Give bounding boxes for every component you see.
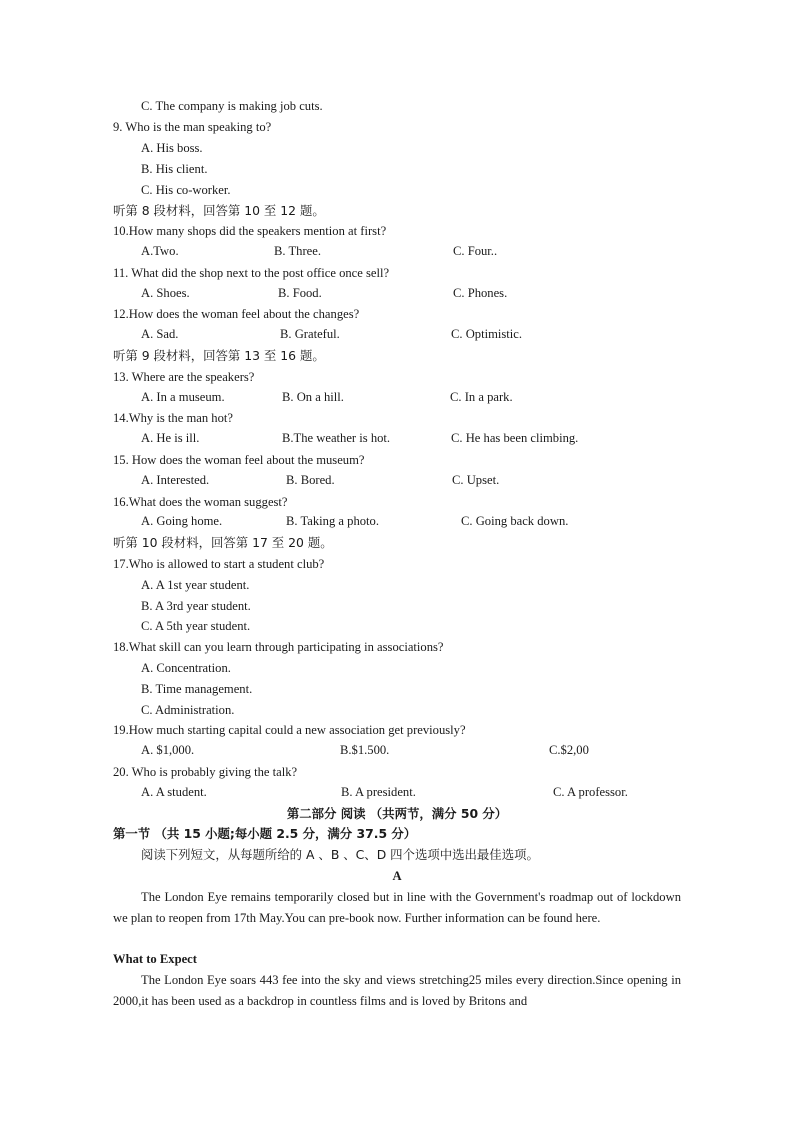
section-10-instruction: 听第 10 段材料，回答第 17 至 20 题。 bbox=[113, 535, 333, 550]
passage-subheading: What to Expect bbox=[113, 952, 197, 966]
q20-option-c: C. A professor. bbox=[553, 785, 628, 799]
question-12-stem: 12.How does the woman feel about the changes? bbox=[113, 307, 360, 321]
q14-option-a: A. He is ill. bbox=[141, 431, 200, 445]
question-16-stem: 16.What does the woman suggest? bbox=[113, 495, 288, 509]
question-15-stem: 15. How does the woman feel about the museum? bbox=[113, 453, 365, 467]
q11-option-b: B. Food. bbox=[278, 286, 322, 300]
q14-option-c: C. He has been climbing. bbox=[451, 431, 579, 445]
question-18-stem: 18.What skill can you learn through participating in associations? bbox=[113, 640, 444, 654]
q11-option-a: A. Shoes. bbox=[141, 286, 190, 300]
q14-option-b: B.The weather is hot. bbox=[282, 431, 391, 445]
q18-option-b: B. Time management. bbox=[141, 682, 253, 696]
q19-option-a: A. $1,000. bbox=[141, 743, 195, 757]
q13-option-c: C. In a park. bbox=[450, 390, 513, 404]
question-14-stem: 14.Why is the man hot? bbox=[113, 411, 233, 425]
question-13-stem: 13. Where are the speakers? bbox=[113, 370, 255, 384]
question-9-stem: 9. Who is the man speaking to? bbox=[113, 120, 272, 134]
q9-option-c: C. His co-worker. bbox=[141, 183, 231, 197]
q20-option-b: B. A president. bbox=[341, 785, 416, 799]
q17-option-c: C. A 5th year student. bbox=[141, 619, 251, 633]
section-8-instruction: 听第 8 段材料，回答第 10 至 12 题。 bbox=[113, 203, 325, 218]
q8-option-c: C. The company is making job cuts. bbox=[141, 99, 323, 113]
q17-option-b: B. A 3rd year student. bbox=[141, 599, 251, 613]
q11-option-c: C. Phones. bbox=[453, 286, 508, 300]
question-10-stem: 10.How many shops did the speakers mention at first? bbox=[113, 224, 387, 238]
q18-option-a: A. Concentration. bbox=[141, 661, 231, 675]
section-1-title: 第一节 （共 15 小题;每小题 2.5 分，满分 37.5 分） bbox=[113, 826, 417, 841]
q16-option-b: B. Taking a photo. bbox=[286, 514, 379, 528]
q16-option-a: A. Going home. bbox=[141, 514, 223, 528]
q10-option-a: A.Two. bbox=[141, 244, 179, 258]
q19-option-c: C.$2,00 bbox=[549, 743, 589, 757]
reading-instructions: 阅读下列短文，从每题所给的 A 、B 、C、D 四个选项中选出最佳选项。 bbox=[141, 847, 539, 862]
question-19-stem: 19.How much starting capital could a new association get previously? bbox=[113, 723, 466, 737]
passage-label: A bbox=[392, 869, 402, 883]
q17-option-a: A. A 1st year student. bbox=[141, 578, 250, 592]
q19-option-b: B.$1.500. bbox=[340, 743, 390, 757]
q15-option-a: A. Interested. bbox=[141, 473, 210, 487]
question-11-stem: 11. What did the shop next to the post office once sell? bbox=[113, 266, 390, 280]
q12-option-b: B. Grateful. bbox=[280, 327, 340, 341]
question-20-stem: 20. Who is probably giving the talk? bbox=[113, 765, 298, 779]
q10-option-b: B. Three. bbox=[274, 244, 321, 258]
q15-option-b: B. Bored. bbox=[286, 473, 335, 487]
q10-option-c: C. Four.. bbox=[453, 244, 498, 258]
q12-option-c: C. Optimistic. bbox=[451, 327, 523, 341]
passage-paragraph-2: The London Eye soars 443 fee into the sky and views stretching25 miles every direction.Since opening in 2000,it has been used as a backdrop in countless films and is loved by Britons and bbox=[113, 973, 681, 1008]
q12-option-a: A. Sad. bbox=[141, 327, 179, 341]
q13-option-b: B. On a hill. bbox=[282, 390, 344, 404]
q16-option-c: C. Going back down. bbox=[461, 514, 569, 528]
q9-option-b: B. His client. bbox=[141, 162, 208, 176]
q15-option-c: C. Upset. bbox=[452, 473, 500, 487]
q9-option-a: A. His boss. bbox=[141, 141, 203, 155]
q20-option-a: A. A student. bbox=[141, 785, 207, 799]
q13-option-a: A. In a museum. bbox=[141, 390, 225, 404]
section-9-instruction: 听第 9 段材料，回答第 13 至 16 题。 bbox=[113, 348, 325, 363]
q18-option-c: C. Administration. bbox=[141, 703, 235, 717]
question-17-stem: 17.Who is allowed to start a student club? bbox=[113, 557, 325, 571]
part-2-title: 第二部分 阅读 （共两节，满分 50 分） bbox=[286, 806, 508, 821]
passage-paragraph-1: The London Eye remains temporarily closed but in line with the Government's roadmap out of lockdown we plan to reopen from 17th May.You can pre-book now. Further information can be found here. bbox=[113, 890, 681, 925]
